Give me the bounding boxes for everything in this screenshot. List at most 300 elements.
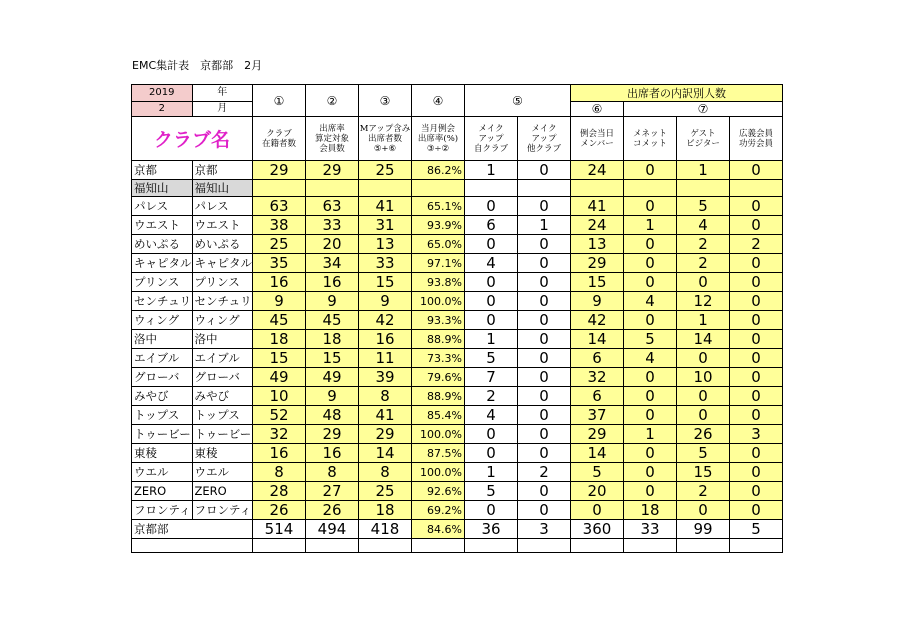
value-cell: 2: [677, 254, 730, 273]
table-row: [132, 292, 783, 311]
empty-cell: [677, 539, 730, 553]
club-name-cell: キャピタル: [132, 254, 193, 273]
column-header-makeup-other-label: [518, 117, 571, 161]
empty-cell: [571, 539, 624, 553]
value-cell: 1: [677, 311, 730, 330]
club-short-name-cell: 京都: [192, 161, 253, 180]
value-cell: 0: [518, 425, 571, 444]
value-cell: 1: [465, 161, 518, 180]
value-cell: 15: [677, 463, 730, 482]
value-cell: 29: [571, 425, 624, 444]
club-name-cell: トップス: [132, 406, 193, 425]
value-cell: 4: [465, 406, 518, 425]
value-cell: 0: [518, 311, 571, 330]
value-cell: [253, 180, 306, 197]
value-cell: 0: [465, 444, 518, 463]
value-cell: 16: [359, 330, 412, 349]
value-cell: 15: [571, 273, 624, 292]
value-cell: 0: [730, 444, 783, 463]
column-header-line: 会員数: [319, 143, 345, 154]
value-cell: 4: [465, 254, 518, 273]
value-cell: 0: [730, 273, 783, 292]
value-cell: [465, 180, 518, 197]
table-row: [132, 197, 783, 216]
document-title: EMC集計表 京都部 2月: [132, 59, 263, 72]
value-cell: 0: [624, 406, 677, 425]
column-label-row: [132, 117, 783, 161]
value-cell: 0: [518, 349, 571, 368]
value-cell: 14: [677, 330, 730, 349]
value-cell: 29: [253, 161, 306, 180]
value-cell: 0: [730, 349, 783, 368]
value-cell: 31: [359, 216, 412, 235]
value-cell: 20: [306, 235, 359, 254]
value-cell: 52: [253, 406, 306, 425]
value-cell: 1: [518, 216, 571, 235]
table-row: [132, 463, 783, 482]
empty-cell: [730, 539, 783, 553]
column-header-line: メイク: [531, 123, 557, 134]
value-cell: 0: [465, 425, 518, 444]
column-header-line: ゲスト: [690, 128, 716, 139]
value-cell: 0: [624, 235, 677, 254]
value-cell: 14: [571, 444, 624, 463]
column-header-line: 出席者数: [367, 133, 402, 144]
col-6-number: ⑥: [571, 102, 624, 117]
value-cell: [359, 180, 412, 197]
value-cell: [677, 180, 730, 197]
value-cell: 13: [359, 235, 412, 254]
value-cell: 38: [253, 216, 306, 235]
total-value-cell: 84.6%: [412, 520, 465, 539]
value-cell: 9: [253, 292, 306, 311]
value-cell: 2: [677, 482, 730, 501]
value-cell: 8: [359, 463, 412, 482]
value-cell: 0: [730, 330, 783, 349]
col-1-number: ①: [253, 85, 306, 117]
value-cell: 16: [306, 444, 359, 463]
value-cell: 32: [253, 425, 306, 444]
value-cell: 41: [571, 197, 624, 216]
total-row: [132, 520, 783, 539]
empty-cell: [465, 539, 518, 553]
club-short-name-cell: パレス: [192, 197, 253, 216]
club-name-cell: ウエスト: [132, 216, 193, 235]
value-cell: 4: [624, 349, 677, 368]
value-cell: 20: [571, 482, 624, 501]
value-cell: 0: [730, 216, 783, 235]
column-header-line: アップ: [478, 133, 504, 144]
value-cell: 24: [571, 216, 624, 235]
empty-row: [132, 539, 783, 553]
value-cell: 0: [465, 501, 518, 520]
column-header-makeup-own-label: [465, 117, 518, 161]
value-cell: 0: [518, 330, 571, 349]
column-header-line: ビジター: [686, 138, 720, 149]
value-cell: 0: [677, 387, 730, 406]
club-short-name-cell: 洛中: [192, 330, 253, 349]
value-cell: 0: [730, 254, 783, 273]
column-header-attendance-rate-label: [412, 117, 465, 161]
value-cell: 8: [306, 463, 359, 482]
value-cell: 1: [624, 425, 677, 444]
year-unit: 年: [192, 85, 253, 102]
value-cell: 48: [306, 406, 359, 425]
club-name-cell: グローバ: [132, 368, 193, 387]
value-cell: 45: [253, 311, 306, 330]
value-cell: 0: [677, 349, 730, 368]
value-cell: [412, 180, 465, 197]
value-cell: 6: [571, 349, 624, 368]
total-value-cell: 418: [359, 520, 412, 539]
club-name-cell: センチュリ: [132, 292, 193, 311]
value-cell: 25: [359, 482, 412, 501]
club-name-header: クラブ名: [132, 117, 253, 161]
value-cell: 15: [359, 273, 412, 292]
value-cell: 0: [730, 406, 783, 425]
value-cell: 0: [571, 501, 624, 520]
value-cell: 93.3%: [412, 311, 465, 330]
value-cell: 0: [730, 311, 783, 330]
value-cell: 8: [359, 387, 412, 406]
club-name-cell: パレス: [132, 197, 193, 216]
value-cell: 93.8%: [412, 273, 465, 292]
value-cell: 2: [677, 235, 730, 254]
column-header-line: 功労会員: [738, 138, 773, 149]
value-cell: [518, 180, 571, 197]
value-cell: [571, 180, 624, 197]
total-value-cell: 99: [677, 520, 730, 539]
column-header-attendees-label: [359, 117, 412, 161]
value-cell: 39: [359, 368, 412, 387]
value-cell: 29: [306, 425, 359, 444]
value-cell: 41: [359, 406, 412, 425]
column-header-line: メイク: [478, 123, 504, 134]
empty-cell: [624, 539, 677, 553]
value-cell: 63: [253, 197, 306, 216]
column-header-line: 算定対象: [314, 133, 349, 144]
table-row: [132, 368, 783, 387]
column-header-line: 自クラブ: [473, 143, 508, 154]
table-row: [132, 161, 783, 180]
value-cell: 42: [571, 311, 624, 330]
value-cell: 9: [359, 292, 412, 311]
value-cell: 1: [465, 463, 518, 482]
value-cell: 6: [465, 216, 518, 235]
value-cell: 100.0%: [412, 463, 465, 482]
column-header-guest-label: [677, 117, 730, 161]
value-cell: 79.6%: [412, 368, 465, 387]
value-cell: 9: [306, 292, 359, 311]
value-cell: 14: [359, 444, 412, 463]
value-cell: 0: [518, 387, 571, 406]
club-name-cell: 福知山: [132, 180, 193, 197]
year-cell: 2019: [132, 85, 193, 102]
value-cell: 88.9%: [412, 330, 465, 349]
value-cell: 34: [306, 254, 359, 273]
club-short-name-cell: センチュリ: [192, 292, 253, 311]
value-cell: 93.9%: [412, 216, 465, 235]
value-cell: 87.5%: [412, 444, 465, 463]
month-unit: 月: [192, 102, 253, 117]
table-row: [132, 180, 783, 197]
value-cell: 0: [730, 292, 783, 311]
club-name-cell: エイブル: [132, 349, 193, 368]
club-name-cell: 東稜: [132, 444, 193, 463]
value-cell: 0: [677, 273, 730, 292]
club-name-cell: プリンス: [132, 273, 193, 292]
value-cell: 49: [306, 368, 359, 387]
value-cell: 5: [677, 197, 730, 216]
value-cell: 0: [518, 197, 571, 216]
club-short-name-cell: ウエル: [192, 463, 253, 482]
club-name-cell: ZERO: [132, 482, 193, 501]
value-cell: 0: [518, 444, 571, 463]
value-cell: 0: [465, 197, 518, 216]
value-cell: 8: [253, 463, 306, 482]
value-cell: 18: [253, 330, 306, 349]
table-row: [132, 216, 783, 235]
total-value-cell: 494: [306, 520, 359, 539]
club-short-name-cell: フロンティ: [192, 501, 253, 520]
value-cell: 0: [465, 235, 518, 254]
value-cell: 9: [571, 292, 624, 311]
table-row: [132, 482, 783, 501]
value-cell: 49: [253, 368, 306, 387]
club-name-cell: ウィング: [132, 311, 193, 330]
column-header-members-label: [253, 117, 306, 161]
value-cell: 85.4%: [412, 406, 465, 425]
value-cell: 14: [571, 330, 624, 349]
column-header-line: Mアップ含み: [359, 123, 411, 134]
column-header-line: ③÷②: [426, 143, 450, 154]
club-name-cell: 京都: [132, 161, 193, 180]
value-cell: 13: [571, 235, 624, 254]
club-name-cell: 洛中: [132, 330, 193, 349]
column-header-line: メネット: [632, 128, 667, 139]
value-cell: 26: [306, 501, 359, 520]
column-header-meeting-members-label: [571, 117, 624, 161]
table-row: [132, 387, 783, 406]
table-row: [132, 501, 783, 520]
value-cell: 16: [306, 273, 359, 292]
value-cell: 0: [624, 161, 677, 180]
total-label: 京都部: [132, 520, 253, 539]
column-header-line: アップ: [531, 133, 557, 144]
value-cell: 86.2%: [412, 161, 465, 180]
value-cell: 5: [624, 330, 677, 349]
total-value-cell: 3: [518, 520, 571, 539]
total-value-cell: 33: [624, 520, 677, 539]
column-header-line: 出席率: [319, 123, 345, 134]
club-short-name-cell: エイブル: [192, 349, 253, 368]
column-header-menette-label: [624, 117, 677, 161]
column-header-line: 出席率(%): [417, 133, 459, 144]
value-cell: 10: [253, 387, 306, 406]
value-cell: 18: [624, 501, 677, 520]
col-2-number: ②: [306, 85, 359, 117]
value-cell: 0: [518, 254, 571, 273]
value-cell: 10: [677, 368, 730, 387]
column-header-line: 在籍者数: [261, 138, 296, 149]
total-value-cell: 360: [571, 520, 624, 539]
table-row: [132, 254, 783, 273]
value-cell: 0: [730, 482, 783, 501]
value-cell: 5: [465, 349, 518, 368]
club-short-name-cell: トップス: [192, 406, 253, 425]
value-cell: 26: [677, 425, 730, 444]
value-cell: 0: [624, 273, 677, 292]
club-name-cell: めいぷる: [132, 235, 193, 254]
value-cell: 0: [730, 501, 783, 520]
value-cell: 65.1%: [412, 197, 465, 216]
empty-cell: [132, 539, 253, 553]
column-header-honorary-label: [730, 117, 783, 161]
club-short-name-cell: 東稜: [192, 444, 253, 463]
value-cell: 32: [571, 368, 624, 387]
value-cell: 0: [624, 444, 677, 463]
value-cell: 41: [359, 197, 412, 216]
table-row: [132, 349, 783, 368]
value-cell: 1: [465, 330, 518, 349]
value-cell: [306, 180, 359, 197]
club-name-cell: ウエル: [132, 463, 193, 482]
table-body: [132, 85, 783, 553]
value-cell: 0: [730, 368, 783, 387]
value-cell: 0: [465, 292, 518, 311]
value-cell: 24: [571, 161, 624, 180]
club-name-cell: トゥービー: [132, 425, 193, 444]
table-row: [132, 311, 783, 330]
value-cell: 0: [677, 501, 730, 520]
club-name-cell: フロンティ: [132, 501, 193, 520]
total-value-cell: 5: [730, 520, 783, 539]
value-cell: 45: [306, 311, 359, 330]
value-cell: 0: [730, 161, 783, 180]
value-cell: 0: [518, 292, 571, 311]
value-cell: 0: [518, 368, 571, 387]
col-5-number: ⑤: [465, 85, 571, 117]
value-cell: 0: [518, 482, 571, 501]
value-cell: 0: [518, 501, 571, 520]
value-cell: 97.1%: [412, 254, 465, 273]
column-header-line: ⑤+⑥: [373, 143, 397, 154]
value-cell: 0: [518, 235, 571, 254]
value-cell: 42: [359, 311, 412, 330]
column-header-eligible-label: [306, 117, 359, 161]
column-header-line: クラブ: [266, 128, 292, 139]
club-short-name-cell: ウエスト: [192, 216, 253, 235]
club-short-name-cell: 福知山: [192, 180, 253, 197]
value-cell: 25: [359, 161, 412, 180]
value-cell: 18: [359, 501, 412, 520]
value-cell: 0: [518, 406, 571, 425]
value-cell: 63: [306, 197, 359, 216]
empty-cell: [359, 539, 412, 553]
total-value-cell: 36: [465, 520, 518, 539]
attendance-summary-table: [131, 84, 783, 553]
total-value-cell: 514: [253, 520, 306, 539]
value-cell: 0: [624, 254, 677, 273]
value-cell: 1: [677, 161, 730, 180]
value-cell: 35: [253, 254, 306, 273]
value-cell: 73.3%: [412, 349, 465, 368]
club-name-cell: みやび: [132, 387, 193, 406]
empty-cell: [518, 539, 571, 553]
table-row: [132, 330, 783, 349]
value-cell: 65.0%: [412, 235, 465, 254]
breakdown-header: 出席者の内訳別人数: [571, 85, 783, 102]
value-cell: 0: [730, 197, 783, 216]
value-cell: 0: [518, 273, 571, 292]
value-cell: 4: [624, 292, 677, 311]
value-cell: 7: [465, 368, 518, 387]
value-cell: 16: [253, 273, 306, 292]
value-cell: 37: [571, 406, 624, 425]
empty-cell: [253, 539, 306, 553]
value-cell: 12: [677, 292, 730, 311]
value-cell: 28: [253, 482, 306, 501]
value-cell: 0: [465, 311, 518, 330]
value-cell: 26: [253, 501, 306, 520]
column-header-line: メンバー: [580, 138, 614, 149]
value-cell: 92.6%: [412, 482, 465, 501]
club-short-name-cell: ZERO: [192, 482, 253, 501]
column-header-line: 例会当日: [579, 128, 614, 139]
value-cell: 33: [306, 216, 359, 235]
month-cell: 2: [132, 102, 193, 117]
club-short-name-cell: グローバ: [192, 368, 253, 387]
value-cell: 0: [624, 368, 677, 387]
value-cell: 29: [571, 254, 624, 273]
value-cell: 5: [465, 482, 518, 501]
empty-cell: [306, 539, 359, 553]
value-cell: 15: [253, 349, 306, 368]
value-cell: [730, 180, 783, 197]
value-cell: 29: [359, 425, 412, 444]
value-cell: 0: [624, 482, 677, 501]
value-cell: 2: [518, 463, 571, 482]
column-header-line: 他クラブ: [526, 143, 561, 154]
club-short-name-cell: トゥービー: [192, 425, 253, 444]
value-cell: 0: [465, 273, 518, 292]
value-cell: 0: [624, 197, 677, 216]
value-cell: 0: [624, 463, 677, 482]
value-cell: 5: [677, 444, 730, 463]
value-cell: 69.2%: [412, 501, 465, 520]
value-cell: 4: [677, 216, 730, 235]
col-3-number: ③: [359, 85, 412, 117]
table-row: [132, 406, 783, 425]
value-cell: 2: [730, 235, 783, 254]
value-cell: 0: [730, 387, 783, 406]
value-cell: 100.0%: [412, 292, 465, 311]
column-header-line: コメット: [632, 138, 667, 149]
value-cell: 6: [571, 387, 624, 406]
value-cell: 11: [359, 349, 412, 368]
value-cell: 0: [624, 311, 677, 330]
value-cell: 29: [306, 161, 359, 180]
value-cell: 2: [465, 387, 518, 406]
value-cell: 0: [677, 406, 730, 425]
table-row: [132, 235, 783, 254]
value-cell: 3: [730, 425, 783, 444]
table-row: [132, 273, 783, 292]
club-short-name-cell: キャピタル: [192, 254, 253, 273]
value-cell: 0: [624, 387, 677, 406]
col-7-number: ⑦: [624, 102, 783, 117]
value-cell: 9: [306, 387, 359, 406]
